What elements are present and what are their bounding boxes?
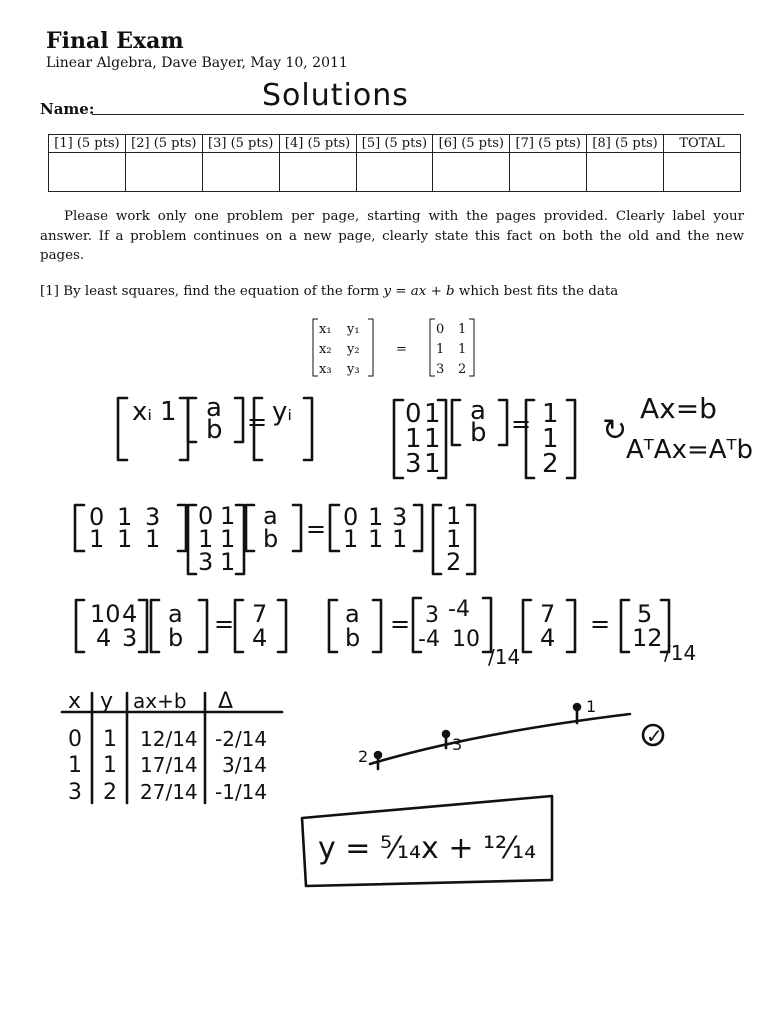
hw-table-cell: 12/14 — [140, 727, 198, 751]
hw-inverse-cell: 3 — [425, 603, 439, 628]
hw-vector-cell: 4 — [540, 624, 556, 652]
problem-formula: y = ax + b — [383, 284, 455, 299]
hw-general-cell: 1 — [160, 397, 177, 427]
hw-side-note-line1: Ax=b — [640, 392, 717, 425]
hw-A-cell: 1 — [220, 502, 236, 530]
hw-equals: = — [511, 410, 532, 438]
hw-table-cell: 3/14 — [222, 753, 267, 777]
final-answer: y = ⁵⁄₁₄x + ¹²⁄₁₄ — [318, 831, 537, 866]
score-header-cell: [7] (5 pts) — [510, 135, 587, 153]
hw-table-cell: 17/14 — [140, 753, 198, 777]
hw-unknown: b — [168, 624, 184, 652]
hw-A-cell: 1 — [198, 525, 214, 553]
hw-unknown: b — [263, 525, 279, 553]
hw-sketch-label: 1 — [586, 697, 597, 716]
hw-table-cell: 27/14 — [140, 780, 198, 804]
score-header-cell: [5] (5 pts) — [356, 135, 433, 153]
hw-general-rhs: yᵢ — [272, 397, 293, 427]
hw-A-cell: 3 — [405, 449, 422, 479]
instructions-paragraph: Please work only one problem per page, starting with the pages provided. Clearly label your answer. If a problem continues on a new page, clearly state this fact on both the old and the new pages. — [40, 209, 744, 263]
hw-b-cell: 1 — [446, 525, 462, 553]
data-cell: x₁ — [319, 322, 332, 337]
data-cell: 3 — [436, 362, 445, 377]
hw-unknown: a — [263, 502, 278, 530]
score-header-cell: [6] (5 pts) — [433, 135, 510, 153]
hw-AtA-cell: 4 — [96, 624, 112, 652]
hw-AtA-cell: 4 — [122, 600, 138, 628]
score-header-cell: [1] (5 pts) — [49, 135, 126, 153]
data-cell: y₁ — [347, 322, 360, 337]
hw-result-scale: /14 — [664, 641, 697, 665]
data-cell: 1 — [436, 342, 445, 357]
hw-b-cell: 2 — [446, 548, 462, 576]
hw-A-cell: 3 — [198, 548, 214, 576]
hw-equals: = — [247, 408, 268, 436]
name-value: Solutions — [262, 78, 409, 113]
hw-At-cell: 1 — [368, 525, 384, 553]
data-cell: 0 — [436, 322, 445, 337]
exam-subtitle: Linear Algebra, Dave Bayer, May 10, 2011 — [46, 55, 348, 71]
hw-inverse-cell: 10 — [452, 627, 480, 652]
hw-At-cell: 1 — [392, 525, 408, 553]
hw-Atb-cell: 7 — [252, 600, 268, 628]
hw-unknown: a — [470, 396, 486, 426]
score-header-cell: [3] (5 pts) — [202, 135, 279, 153]
score-header-cell: [2] (5 pts) — [125, 135, 202, 153]
hw-At-cell: 1 — [368, 503, 384, 531]
hw-table-cell: 1 — [103, 753, 117, 778]
hw-table-cell: -2/14 — [215, 727, 268, 751]
hw-table-header: x — [68, 689, 82, 714]
hw-inverse-cell: -4 — [418, 627, 440, 652]
hw-b-cell: 2 — [542, 449, 559, 479]
problem-text-after: which best fits the data — [458, 284, 619, 299]
data-matrix-right — [430, 319, 474, 377]
hw-unknown: a — [206, 393, 222, 423]
data-cell: 1 — [458, 342, 467, 357]
hw-inverse-cell: -4 — [448, 597, 470, 622]
hw-sketch-label: 2 — [358, 747, 369, 766]
hw-general-cell: xᵢ — [132, 397, 153, 427]
hw-A-cell: 1 — [424, 399, 441, 429]
data-cell: 2 — [458, 362, 467, 377]
hw-unknown: b — [345, 624, 361, 652]
score-header-cell: [8] (5 pts) — [587, 135, 664, 153]
hw-At-cell: 1 — [343, 525, 359, 553]
hw-At-cell: 1 — [89, 525, 105, 553]
hw-A-cell: 1 — [220, 548, 236, 576]
hw-table-header: Δ — [218, 689, 234, 714]
hw-At-cell: 3 — [145, 503, 161, 531]
hw-At-cell: 0 — [343, 503, 359, 531]
hw-A-cell: 1 — [424, 424, 441, 454]
data-cell: x₃ — [319, 362, 332, 377]
hw-unknown: b — [470, 418, 487, 448]
data-cell: x₂ — [319, 342, 332, 357]
hw-At-cell: 1 — [145, 525, 161, 553]
hw-At-cell: 0 — [89, 503, 105, 531]
hw-equals: = — [390, 610, 411, 638]
hw-result-cell: 12 — [632, 624, 663, 652]
hw-table-cell: 1 — [68, 753, 82, 778]
hw-side-note-line2: AᵀAx=Aᵀb — [626, 435, 754, 465]
hw-table-cell: 3 — [68, 780, 82, 805]
hw-equals: = — [590, 610, 611, 638]
hw-table-header: ax+b — [133, 689, 187, 713]
hw-unknown: a — [345, 600, 360, 628]
data-cell: 1 — [458, 322, 467, 337]
problem-text-before: By least squares, find the equation of the form — [63, 284, 380, 299]
name-label: Name: — [40, 100, 95, 118]
hw-A-cell: 0 — [198, 502, 214, 530]
hw-A-cell: 1 — [424, 449, 441, 479]
hw-table-cell: 1 — [103, 727, 117, 752]
exam-title: Final Exam — [46, 28, 184, 54]
hw-result-cell: 5 — [637, 600, 653, 628]
hw-equals: = — [214, 610, 235, 638]
hw-At-cell: 3 — [392, 503, 408, 531]
hw-b-cell: 1 — [542, 399, 559, 429]
data-equals: = — [396, 342, 407, 357]
hw-table-cell: 2 — [103, 780, 117, 805]
hw-A-cell: 1 — [220, 525, 236, 553]
score-header-cell-total: TOTAL — [664, 135, 741, 153]
hw-vector-cell: 7 — [540, 600, 556, 628]
hw-table-cell: 0 — [68, 727, 82, 752]
check-icon: ✓ — [646, 724, 663, 748]
hw-inverse-scale: /14 — [488, 645, 521, 669]
hw-table-header: y — [100, 689, 114, 714]
hw-unknown: b — [206, 415, 223, 445]
hw-table-cell: -1/14 — [215, 780, 268, 804]
data-matrix-left — [313, 319, 373, 377]
hw-A-cell: 0 — [405, 399, 422, 429]
hw-Atb-cell: 4 — [252, 624, 268, 652]
hw-sketch-label: 3 — [452, 735, 463, 754]
hw-arrow-glyph: ↻ — [602, 413, 628, 448]
hw-equals: = — [306, 515, 327, 543]
score-header-cell: [4] (5 pts) — [279, 135, 356, 153]
hw-At-cell: 1 — [117, 525, 133, 553]
problem-number: [1] — [40, 284, 59, 299]
hw-b-cell: 1 — [542, 424, 559, 454]
data-cell: y₂ — [347, 342, 360, 357]
hw-b-cell: 1 — [446, 502, 462, 530]
hw-unknown: a — [168, 600, 183, 628]
hw-At-cell: 1 — [117, 503, 133, 531]
hw-AtA-cell: 3 — [122, 624, 138, 652]
hw-AtA-cell: 10 — [90, 600, 121, 628]
data-cell: y₃ — [347, 362, 360, 377]
hw-A-cell: 1 — [405, 424, 422, 454]
